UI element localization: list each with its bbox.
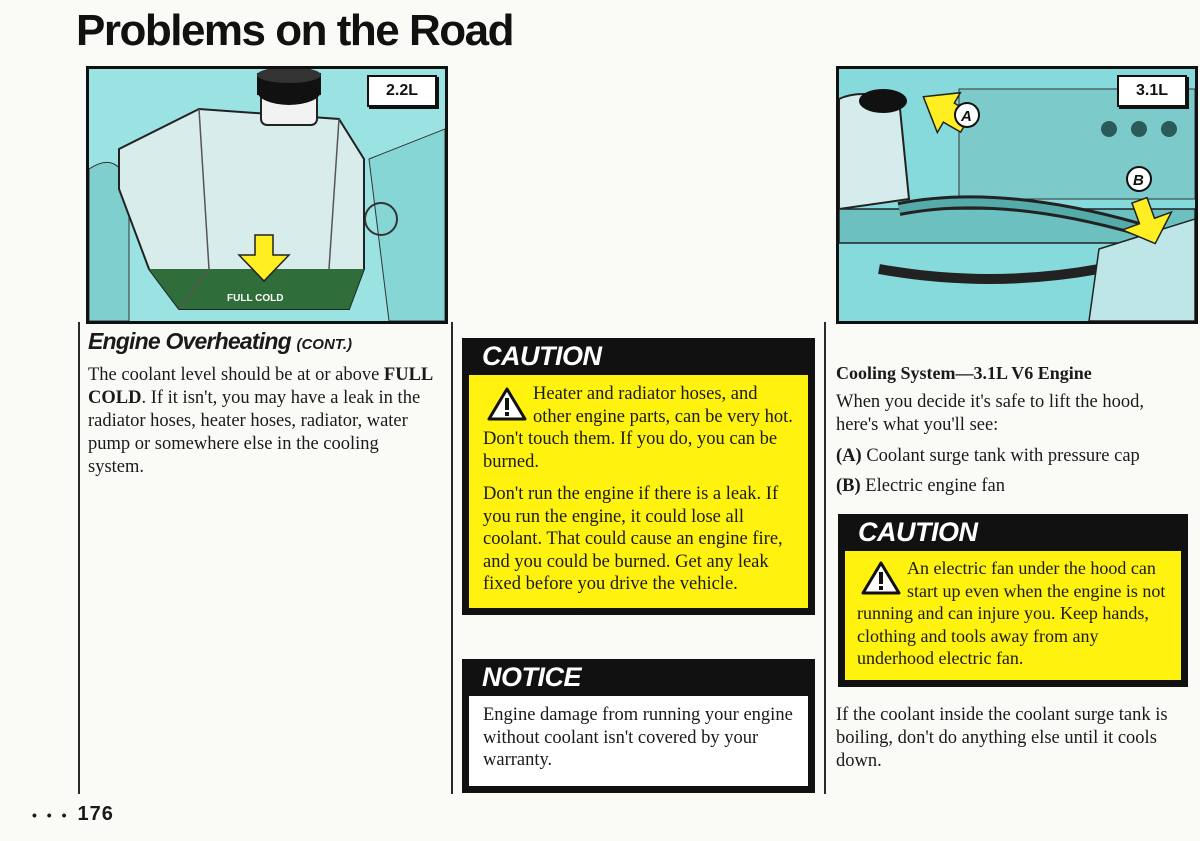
page-number-value: 176: [77, 803, 114, 825]
warning-triangle-icon: [861, 561, 901, 595]
section-heading: [88, 328, 352, 355]
notice-title: NOTICE: [482, 662, 582, 692]
caution-title: CAUTION: [482, 341, 602, 371]
engine-tag: 3.1L: [1117, 75, 1187, 107]
coolant-level-paragraph: [88, 364, 438, 479]
list-item-text: Electric engine fan: [860, 476, 1005, 496]
svg-text:B: B: [1133, 172, 1144, 189]
caution-text: Heater and radiator hoses, and other engine parts, can be very hot. Don't touch them. If you do, you can be burned.: [483, 384, 793, 472]
list-item: [836, 445, 1196, 468]
section-heading-suffix: (CONT.): [296, 336, 353, 353]
page-title: Problems on the Road: [76, 6, 513, 55]
column-rule-right: [824, 322, 826, 794]
caution-text: An electric fan under the hood can start up even when the engine is not running and can injure you. Keep hands, clothing and tools away from any underhood electric fan.: [857, 558, 1166, 668]
full-cold-emphasis: FULL COLD: [88, 365, 433, 408]
caution-content: [844, 550, 1182, 681]
page-number: [32, 803, 114, 826]
list-item-key: (B): [836, 476, 861, 496]
full-cold-mark: FULL COLD: [227, 293, 284, 304]
caution-box-hoses: [462, 338, 815, 615]
svg-text:A: A: [961, 108, 972, 125]
section-heading-text: Engine Overheating: [88, 328, 291, 354]
figure-3-1l-engine-bay: [836, 66, 1198, 324]
closing-paragraph: If the coolant inside the coolant surge tank is boiling, don't do anything else until it cools down.: [836, 705, 1168, 771]
caution-paragraph: [483, 383, 794, 473]
page-number-dots: • • •: [32, 807, 70, 823]
list-item: [836, 475, 1196, 498]
paragraph-text: . If it isn't, you may have a leak in the radiator hoses, heater hoses, radiator, water pump or somewhere else in the cooling system.: [88, 388, 421, 477]
warning-triangle-icon: [487, 387, 527, 421]
notice-text: Engine damage from running your engine without coolant isn't covered by your warranty.: [483, 705, 793, 770]
engine-tag: 2.2L: [367, 75, 437, 107]
column-rule-middle: [451, 322, 453, 794]
paragraph-text: The coolant level should be at or above: [88, 365, 384, 385]
figure-2-2l-coolant-tank: [86, 66, 448, 324]
list-item-key: (A): [836, 446, 862, 466]
list-item-text: Coolant surge tank with pressure cap: [861, 446, 1140, 466]
caution-paragraph: Don't run the engine if there is a leak. If you run the engine, it could lose all coolant. That could cause an engine fire, and you could be burned. Get any leak fixed before you drive the vehicle.: [483, 484, 783, 594]
caution-title: CAUTION: [858, 517, 978, 547]
notice-content: [468, 695, 809, 787]
cooling-system-heading: Cooling System—3.1L V6 Engine: [836, 363, 1092, 383]
caution-box-electric-fan: [838, 514, 1188, 687]
notice-box: [462, 659, 815, 793]
intro-paragraph: When you decide it's safe to lift the hood, here's what you'll see:: [836, 392, 1144, 435]
column-rule-left: [78, 322, 80, 794]
caution-content: [468, 374, 809, 609]
caution-paragraph: [857, 557, 1169, 670]
